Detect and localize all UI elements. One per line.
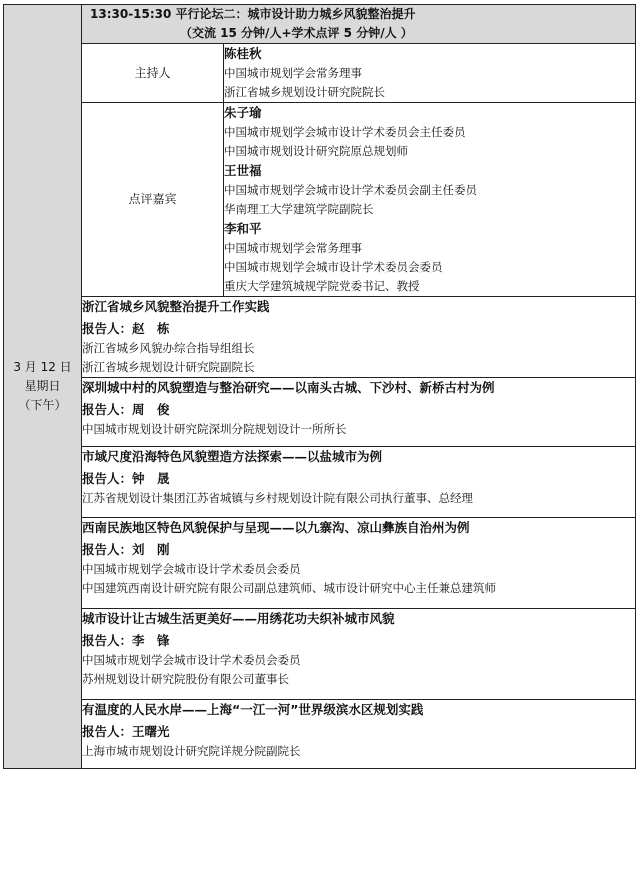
session-header-row — [4, 5, 636, 44]
talk-row — [4, 518, 636, 609]
talk-item — [82, 700, 636, 769]
talk-reporter: 报告人：王曙光 — [82, 724, 170, 739]
talk-item — [82, 518, 636, 609]
talk-row — [4, 447, 636, 518]
reviewer-name: 李和平 — [224, 221, 262, 236]
talk-item — [82, 447, 636, 518]
reviewer-title: 中国城市规划设计研究院原总规划师 — [224, 144, 408, 158]
reviewer-title: 中国城市规划学会常务理事 — [224, 241, 362, 255]
talk-row — [4, 700, 636, 769]
talk-title: 西南民族地区特色风貌保护与呈现——以九寨沟、凉山彝族自治州为例 — [82, 520, 470, 535]
reviewers-info — [224, 103, 636, 297]
reporter-affiliation: 浙江省城乡规划设计研究院副院长 — [82, 360, 255, 374]
talk-item — [82, 609, 636, 700]
reporter-affiliation: 上海市城市规划设计研究院详规分院副院长 — [82, 744, 301, 758]
talk-reporter: 报告人：李 锋 — [82, 633, 170, 648]
talk-reporter: 报告人：钟 晟 — [82, 471, 170, 486]
reviewer-title: 中国城市规划学会城市设计学术委员会主任委员 — [224, 125, 466, 139]
talk-row — [4, 378, 636, 447]
talk-title: 深圳城中村的风貌塑造与整治研究——以南头古城、下沙村、新桥古村为例 — [82, 380, 495, 395]
reporter-affiliation: 江苏省规划设计集团江苏省城镇与乡村规划设计院有限公司执行董事、总经理 — [82, 491, 473, 505]
talk-title: 浙江省城乡风貌整治提升工作实践 — [82, 299, 270, 314]
talk-title: 城市设计让古城生活更美好——用绣花功夫织补城市风貌 — [82, 611, 395, 626]
talk-item — [82, 378, 636, 447]
reporter-affiliation: 中国建筑西南设计研究院有限公司副总建筑师、城市设计研究中心主任兼总建筑师 — [82, 581, 496, 595]
schedule-table — [3, 4, 636, 769]
reviewer-title: 重庆大学建筑城规学院党委书记、教授 — [224, 279, 420, 293]
reporter-affiliation: 浙江省城乡风貌办综合指导组组长 — [82, 341, 255, 355]
reporter-affiliation: 中国城市规划学会城市设计学术委员会委员 — [82, 653, 301, 667]
talk-row — [4, 609, 636, 700]
talk-reporter: 报告人：周 俊 — [82, 402, 170, 417]
host-name: 陈桂秋 — [224, 46, 262, 61]
host-info — [224, 44, 636, 103]
host-label: 主持人 — [82, 44, 224, 103]
session-subtitle: （交流 15 分钟/人+学术点评 5 分钟/人 ） — [180, 26, 413, 40]
reviewer-name: 朱子瑜 — [224, 105, 262, 120]
host-title: 中国城市规划学会常务理事 — [224, 66, 362, 80]
talk-row — [4, 297, 636, 378]
session-title: 13:30-15:30 平行论坛二：城市设计助力城乡风貌整治提升 — [90, 7, 416, 21]
reporter-affiliation: 中国城市规划学会城市设计学术委员会委员 — [82, 562, 301, 576]
date-text: 3 月 12 日 — [13, 360, 72, 374]
talk-reporter: 报告人：赵 栋 — [82, 321, 170, 336]
host-row — [4, 44, 636, 103]
talk-reporter: 报告人：刘 刚 — [82, 542, 170, 557]
reviewers-label: 点评嘉宾 — [82, 103, 224, 297]
reporter-affiliation: 苏州规划设计研究院股份有限公司董事长 — [82, 672, 289, 686]
talk-title: 有温度的人民水岸——上海“一江一河”世界级滨水区规划实践 — [82, 702, 424, 717]
reviewer-title: 中国城市规划学会城市设计学术委员会委员 — [224, 260, 443, 274]
session-header — [82, 5, 636, 44]
weekday-text: 星期日 — [24, 379, 61, 393]
period-text: （下午） — [18, 398, 67, 412]
host-title: 浙江省城乡规划设计研究院院长 — [224, 85, 385, 99]
date-cell — [4, 5, 82, 769]
reviewer-title: 华南理工大学建筑学院副院长 — [224, 202, 374, 216]
reviewers-row — [4, 103, 636, 297]
talk-item — [82, 297, 636, 378]
reporter-affiliation: 中国城市规划设计研究院深圳分院规划设计一所所长 — [82, 422, 347, 436]
reviewer-title: 中国城市规划学会城市设计学术委员会副主任委员 — [224, 183, 477, 197]
reviewer-name: 王世福 — [224, 163, 262, 178]
talk-title: 市域尺度沿海特色风貌塑造方法探索——以盐城市为例 — [82, 449, 383, 464]
